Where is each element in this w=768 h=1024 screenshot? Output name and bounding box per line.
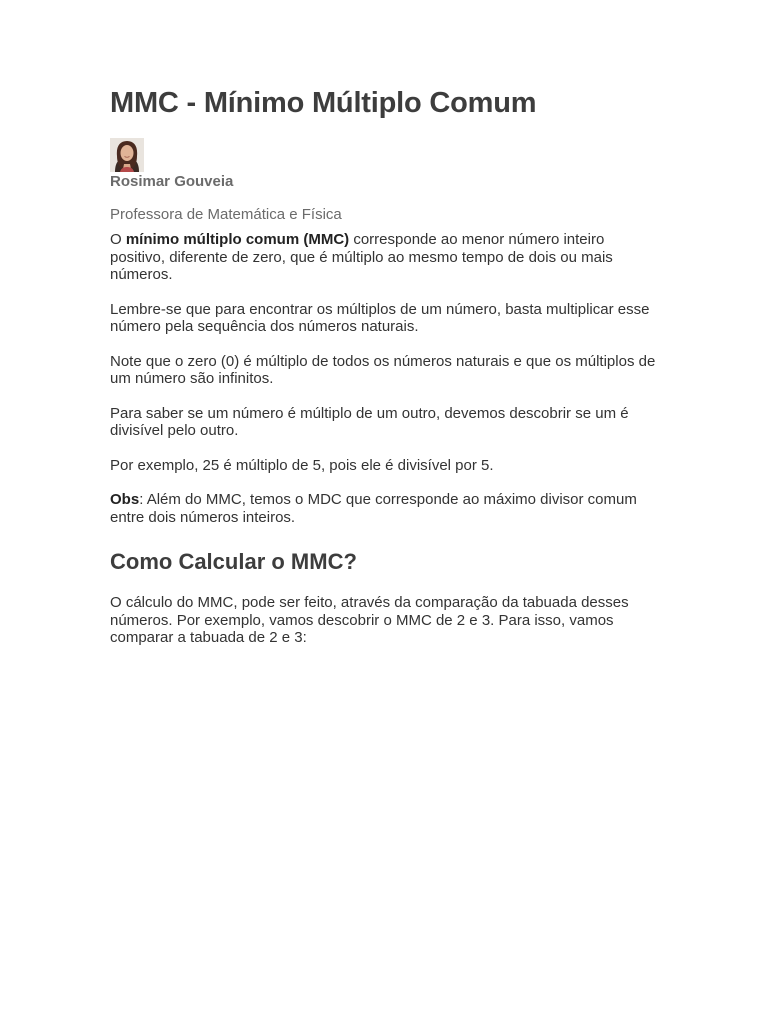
intro-prefix: O [110, 231, 126, 248]
paragraph: Por exemplo, 25 é múltiplo de 5, pois ele é divisível por 5. [110, 456, 494, 474]
intro-paragraph [110, 231, 658, 284]
paragraph: Note que o zero (0) é múltiplo de todos os números naturais e que os múltiplos de um número são infinitos. [110, 352, 656, 387]
section-heading: Como Calcular o MMC? [110, 549, 357, 574]
intro-bold-term: mínimo múltiplo comum (MMC) [125, 231, 350, 248]
article-body [110, 231, 658, 647]
obs-paragraph [110, 491, 658, 526]
avatar[interactable] [110, 138, 144, 172]
author-block [110, 138, 658, 224]
article [110, 85, 658, 664]
obs-text: : Além do MMC, temos o MDC que corresponde ao máximo divisor comum entre dois números inteiros. [110, 491, 637, 526]
paragraph: Para saber se um número é múltiplo de um outro, devemos descobrir se um é divisível pelo outro. [110, 404, 629, 439]
author-role: Professora de Matemática e Física [110, 206, 342, 223]
paragraph: Lembre-se que para encontrar os múltiplos de um número, basta multiplicar esse número pela sequência dos números naturais. [110, 300, 650, 335]
intro-suffix: corresponde ao menor número inteiro positivo, diferente de zero, que é múltiplo ao mesmo tempo de dois ou mais números. [110, 231, 613, 283]
page-title: MMC - Mínimo Múltiplo Comum [110, 87, 537, 119]
section-paragraph: O cálculo do MMC, pode ser feito, através da comparação da tabuada desses números. Por exemplo, vamos descobrir o MMC de 2 e 3. Para isso, vamos comparar a tabuada de 2 e 3: [110, 594, 629, 646]
obs-label: Obs [110, 491, 140, 508]
author-photo-icon [110, 138, 144, 172]
author-name[interactable]: Rosimar Gouveia [110, 173, 234, 190]
